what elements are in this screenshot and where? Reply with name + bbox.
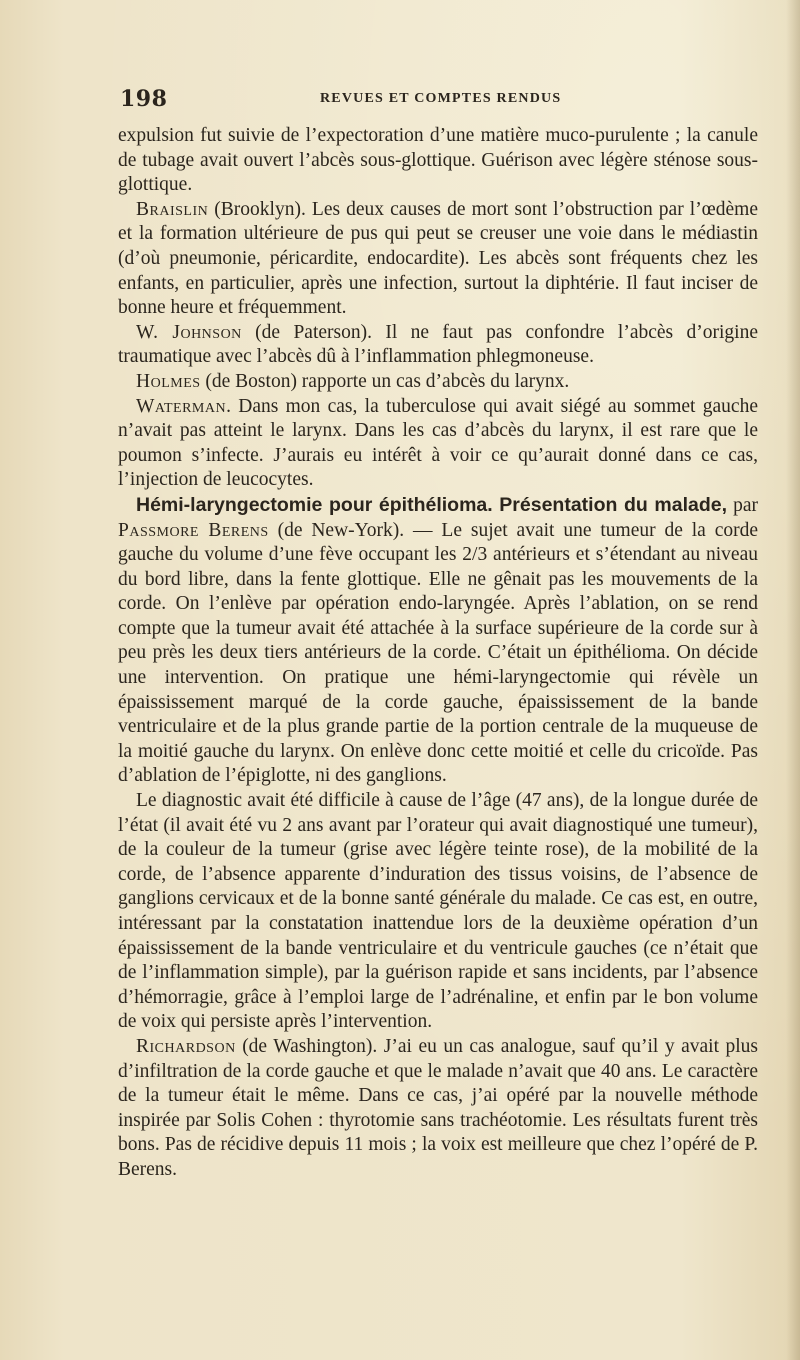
paragraph-section-hemi-laryngectomie [118,493,758,789]
author-name: Waterman [136,395,227,417]
page-edge-shadow [786,0,800,1360]
author-name: Richardson [136,1035,236,1057]
body-text [118,124,758,1183]
paragraph-waterman [118,395,758,493]
paragraph-text: Le diagnostic avait été difficile à cause de l’âge (47 ans), de la longue durée de l’état (il avait été vu 2 ans avant par l’orateur qui avait diagnostiqué une tumeur), de la couleur de la tumeur (grise avec légère teinte rose), de la mobilité de la corde, de l’absence apparente d’induration des tissus voisins, de l’absence de ganglions cervicaux et de la bonne santé générale du malade. Ce cas est, en outre, intéressant par la constatation inattendue lors de la deuxième opération d’un épaississement de la bande ventriculaire et du ventricule gauches (ce n’était que de l’inflammation simple), par la guérison rapide et sans incidents, par l’absence d’hémorragie, grâce à l’emploi large de l’adrénaline, et enfin par le bon volume de voix qui persiste après l’intervention. [118,790,758,1033]
running-title: REVUES ET COMPTES RENDUS [320,91,562,106]
paragraph-diagnostic [118,789,758,1035]
paragraph-text: . Dans mon cas, la tuberculose qui avait siégé au sommet gauche n’avait pas atteint le larynx. Dans les cas d’abcès du larynx, il est rare que le poumon s’infecte. J’aurais eu intérêt à voir ce qu’aurait donné dans ce cas, l’injection de leucocytes. [118,395,758,491]
author-name: W. Johnson [136,321,242,343]
page-number: 198 [120,86,168,112]
author-name: Braislin [136,198,209,220]
page-header [120,86,750,116]
paragraph-richardson [118,1035,758,1183]
paragraph-text: (de Washington). J’ai eu un cas analogue, sauf qu’il y avait plus d’infiltration de la corde gauche et que le malade n’avait que 40 ans. Le caractère de la tumeur était le même. Dans ce cas, j’ai opéré par la nouvelle méthode inspirée par Solis Cohen : thyrotomie sans trachéotomie. Les résultats furent très bons. Pas de récidive depuis 11 mois ; la voix est meilleure que chez l’opéré de P. Berens. [118,1035,758,1180]
paragraph-text: (de Boston) rapporte un cas d’abcès du larynx. [200,370,570,392]
paragraph-text: expulsion fut suivie de l’expectoration d’une matière muco-purulente ; la canule de tubage avait ouvert l’abcès sous-glottique. Guérison avec légère sténose sous-glottique. [118,125,758,196]
paragraph-holmes [118,370,758,395]
paragraph-braislin [118,198,758,321]
paragraph-johnson [118,321,758,370]
author-name: Passmore Berens [118,519,269,541]
author-name: Holmes [136,370,201,392]
paragraph-text: (de Paterson). Il ne faut pas confondre l’abcès d’origine traumatique avec l’abcès dû à l’inflammation phlegmoneuse. [118,321,758,368]
paragraph-text: (Brooklyn). Les deux causes de mort sont l’obstruction par l’œdème et la formation ultérieure de pus qui peut se creuser une voie dans le médiastin (d’où pneumonie, péricardite, endocardite). Les abcès sont fréquents chez les enfants, en particulier, après une infection, surtout la diphtérie. Il faut inciser de bonne heure et fréquemment. [118,198,758,319]
section-title: Hémi-laryngectomie pour épithélioma. Présentation du malade, [136,493,728,516]
paragraph-continuation [118,124,758,198]
paragraph-text: (de New-York). — Le sujet avait une tumeur de la corde gauche du volume d’une fève occupant les 2/3 antérieurs et s’étendant au niveau du bord libre, dans la fente glottique. Elle ne gênait pas les mouvements de la corde. On l’enlève par opération endo-laryngée. Après l’ablation, on se rend compte que la tumeur avait été attachée à la surface supérieure de la corde sur à peu près les deux tiers antérieurs de la corde. C’était un épithélioma. On décide une intervention. On pratique une hémi-laryngectomie qui révèle un épaississement marqué de la corde gauche, épaississement de la bande ventriculaire et de la plus grande partie de la portion centrale de la muqueuse de la moitié gauche du larynx. On enlève donc cette moitié et celle du cricoïde. Pas d’ablation de l’épiglotte, ni des ganglions. [118,519,758,787]
paragraph-text-pre: par [727,494,759,516]
